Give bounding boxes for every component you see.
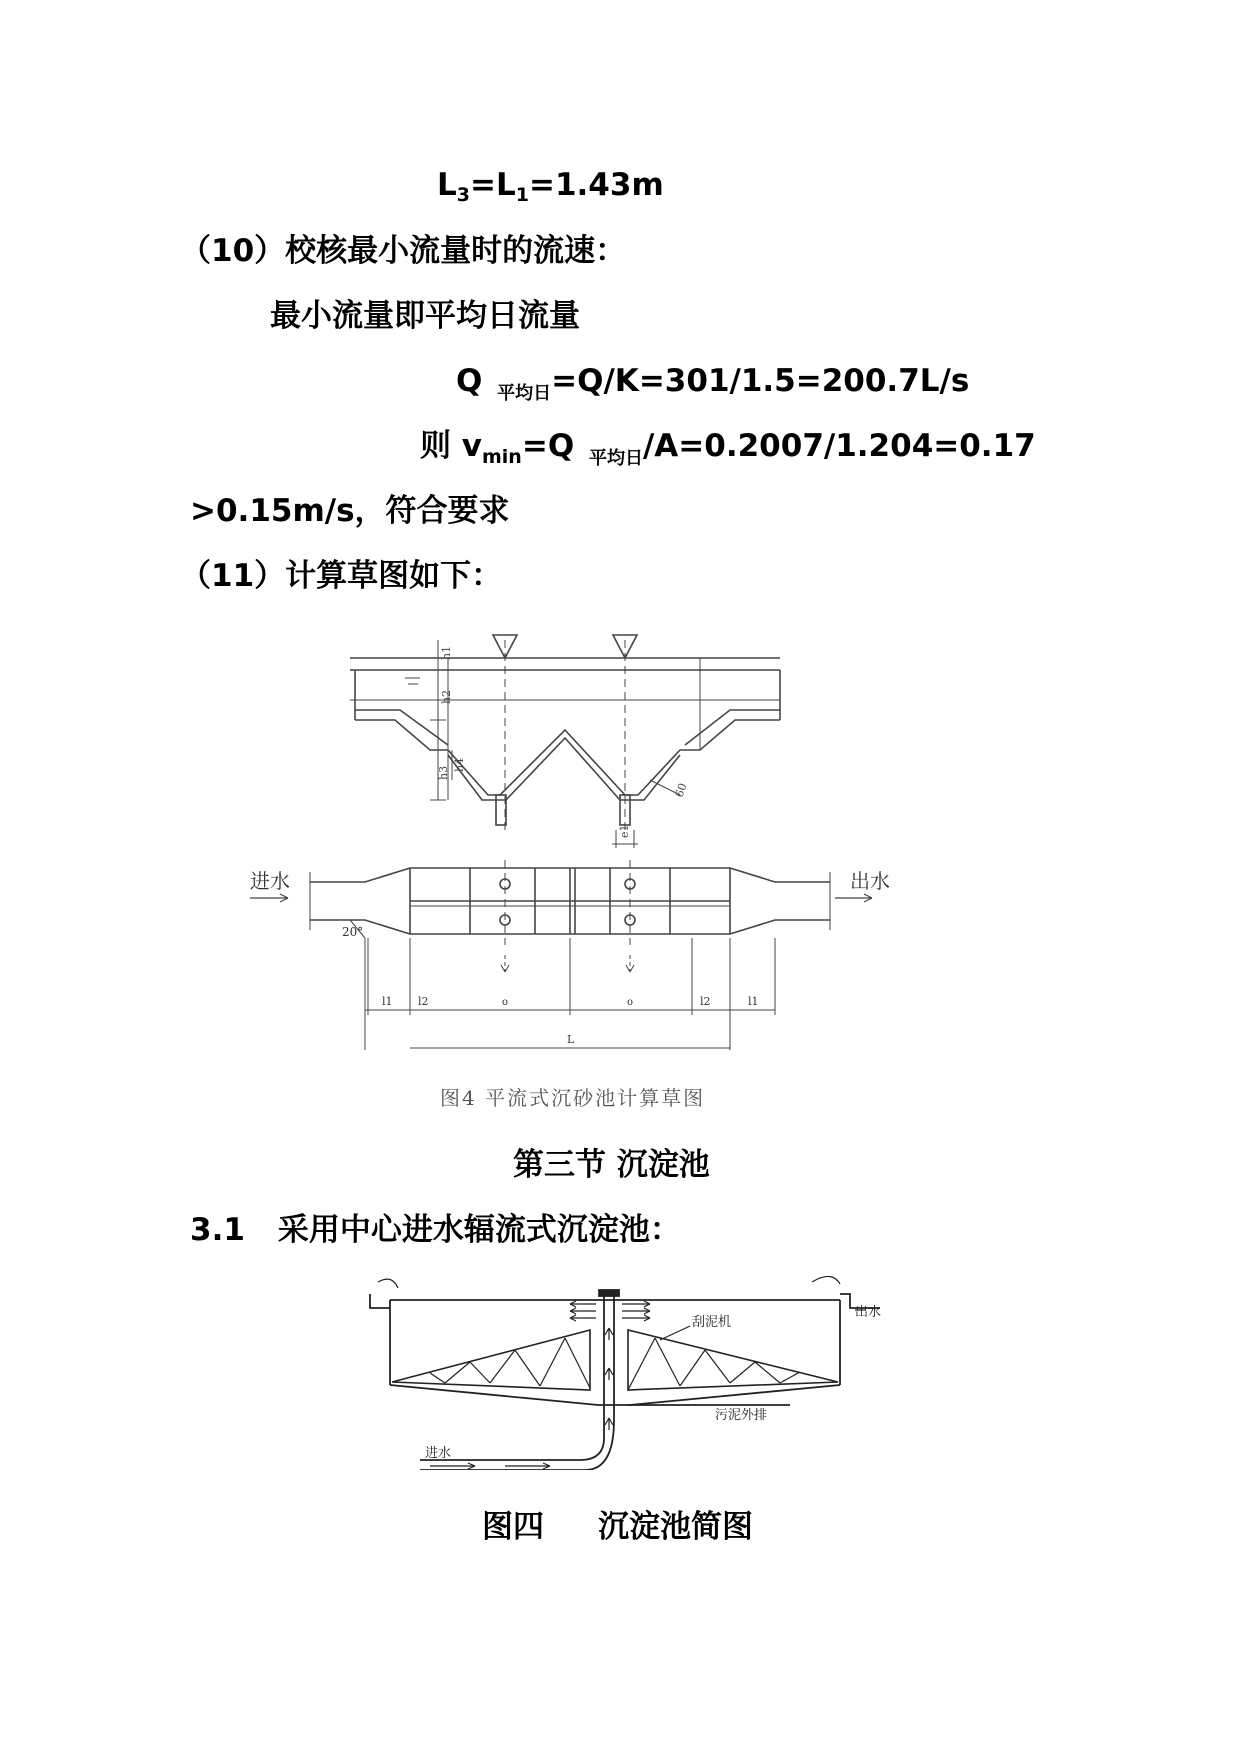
label-l2-left: l2 [418,995,429,1008]
equation-l3-l1: $L_3=L_1=1.43m$ [437,167,664,206]
label-l1-left: l1 [382,995,393,1008]
equation-q-average: Q $_{平均日}$=Q/K=301/1.5=200.7L/s [456,363,970,404]
label-h4: h4 [453,757,466,772]
label-l2-right: l2 [700,995,711,1008]
sedimentation-tank-diagram [0,1270,1241,1470]
section-view [350,635,780,848]
label-L: L [567,1033,575,1046]
step10-intro: 最小流量即平均日流量 [270,298,580,334]
plan-view [250,860,872,1050]
figure4-caption: 图4 平流式沉砂池计算草图 [440,1086,706,1110]
label-tank-inlet: 进水 [425,1446,452,1461]
label-tank-outlet: 出水 [855,1305,882,1320]
label-h3: h3 [437,765,450,780]
label-angle-60: 60 [672,781,690,800]
label-o-left: o [502,997,509,1008]
label-o-right: o [627,997,634,1008]
section-3-1: 3.1 采用中心进水辐流式沉淀池： [190,1212,681,1248]
equation-vmin: 则 $v_{min}=Q$ $_{平均日}$/A=0.2007/1.204=0.17 [420,428,1036,469]
label-outlet: 出水 [850,869,890,893]
label-l1-right: l1 [748,995,759,1008]
label-angle-20: 20° [342,925,364,939]
step10-heading: （10）校核最小流量时的流速： [180,233,627,269]
equation-vmin-continued: >0.15m/s，符合要求 [190,493,510,529]
label-sludge-discharge: 污泥外排 [715,1408,768,1423]
section-title: 第三节 沉淀池 [513,1147,710,1183]
tank-figure-caption: 图四 沉淀池简图 [482,1509,753,1545]
grit-chamber-diagram [0,620,1241,1090]
label-h2: h2 [440,689,453,704]
section-view-labels [437,646,690,838]
label-inlet: 进水 [250,869,290,893]
step11-heading: （11）计算草图如下： [180,558,503,594]
label-e1: e1 [618,824,631,838]
label-h1: h1 [440,645,453,660]
label-scraper: 刮泥机 [692,1315,732,1330]
